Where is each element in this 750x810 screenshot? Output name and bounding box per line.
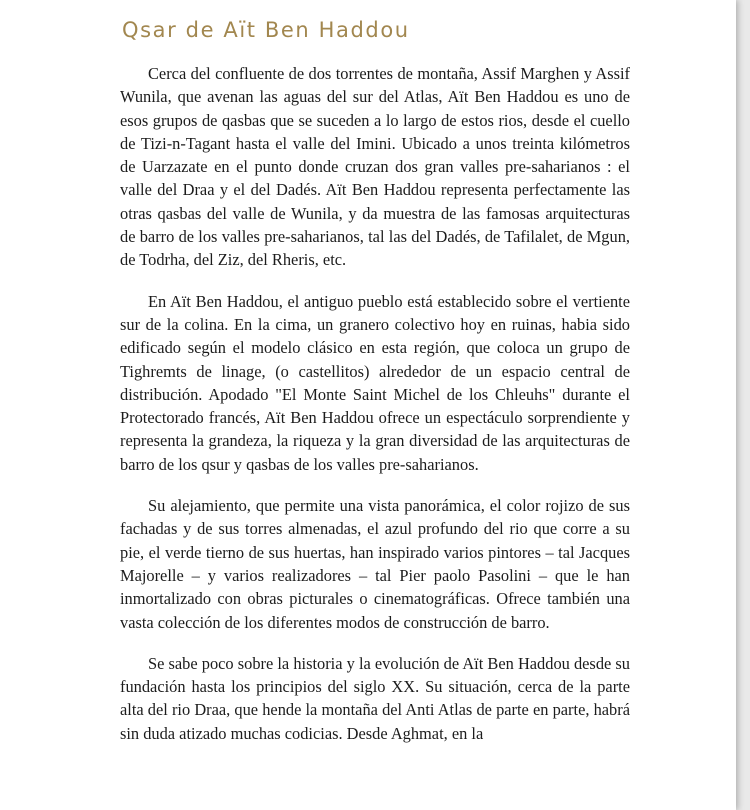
paragraph-3: Su alejamiento, que permite una vista panorámica, el color rojizo de sus fachadas y de sus torres almenadas, el azul profundo del rio que corre a su pie, el verde tierno de sus huertas, han inspirado varios pintores – tal Jacques Majorelle – y varios realizadores – tal Pier paolo Pasolini – que le han inmortalizado con obras picturales o cinematográficas. Ofrece también una vasta colección de los diferentes modos de construcción de barro. [120,496,630,632]
paragraph-1: Cerca del confluente de dos torrentes de montaña, Assif Marghen y Assif Wunila, que avenan las aguas del sur del Atlas, Aït Ben Haddou es uno de esos grupos de qasbas que se suceden a lo largo de estos rios, desde el cuello de Tizi-n-Tagant hasta el valle del Imini. Ubicado a unos treinta kilómetros de Uarzazate en el punto donde cruzan dos gran valles pre-saharianos : el valle del Draa y el del Dadés. Aït Ben Haddou representa perfectamente las otras qasbas del valle de Wunila, y da muestra de las famosas arquitecturas de barro de los valles pre-saharianos, tal las del Dadés, de Tafilalet, de Mgun, de Todrha, del Ziz, del Rheris, etc. [120,64,630,270]
paragraph-2: En Aït Ben Haddou, el antiguo pueblo está establecido sobre el vertiente sur de la colina. En la cima, un granero colectivo hoy en ruinas, habia sido edificado según el modelo clásico en esta región, que coloca un grupo de Tighremts de linage, (o castellitos) alrededor de un espacio central de distribución. Apodado "El Monte Saint Michel de los Chleuhs" durante el Protectorado francés, Aït Ben Haddou ofrece un espectáculo sorprendiente y representa la grandeza, la riqueza y la gran diversidad de las arquitecturas de barro de los qsur y qasbas de los valles pre-saharianos. [120,291,630,474]
document-title: Qsar de Aït Ben Haddou [122,18,410,42]
paragraph-4: Se sabe poco sobre la historia y la evolución de Aït Ben Haddou desde su fundación hasta los principios del siglo XX. Su situación, cerca de la parte alta del rio Draa, que hende la montaña del Anti Atlas de parte en parte, habrá sin duda atizado muchas codicias. Desde Aghmat, en la [120,653,630,743]
document-body [120,62,630,763]
